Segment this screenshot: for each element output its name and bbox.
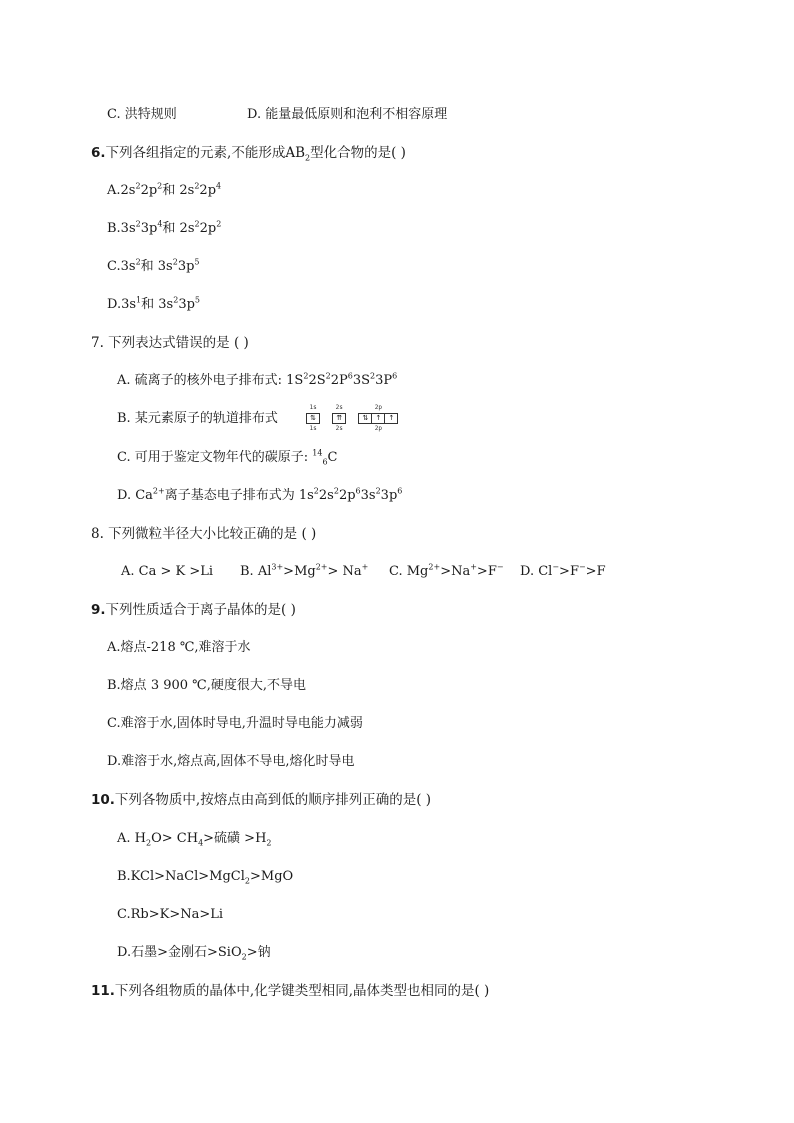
sup: 4 bbox=[157, 219, 163, 229]
orbital-label: 2s bbox=[335, 425, 343, 432]
text: 和 2s bbox=[162, 183, 195, 198]
option-7a bbox=[117, 373, 397, 389]
text: 2s bbox=[318, 488, 334, 503]
orbital-box: ↑ bbox=[384, 414, 397, 423]
text: B.3s bbox=[107, 221, 136, 236]
sup: 2 bbox=[194, 181, 200, 191]
sup: 2 bbox=[194, 219, 200, 229]
text: 2P bbox=[330, 373, 348, 388]
option-9d: D.难溶于水,熔点高,固体不导电,熔化时导电 bbox=[107, 754, 355, 769]
sup: 2 bbox=[216, 219, 222, 229]
question-9 bbox=[91, 602, 296, 618]
sup: 2 bbox=[135, 257, 141, 267]
option-6b bbox=[107, 221, 221, 237]
text: 和 3s bbox=[140, 259, 173, 274]
text: 3p bbox=[380, 488, 398, 503]
text: C bbox=[327, 450, 338, 465]
sup: 2 bbox=[172, 257, 178, 267]
orbital-box: ⇈ bbox=[336, 414, 343, 422]
subscript: 2 bbox=[305, 153, 311, 163]
option-8c bbox=[389, 564, 504, 580]
text: 2p bbox=[338, 488, 356, 503]
question-8: 8. 下列微粒半径大小比较正确的是 ( ) bbox=[91, 526, 317, 542]
sup: 14 bbox=[312, 448, 323, 458]
text: C. 可用于鉴定文物年代的碳原子: bbox=[117, 450, 313, 465]
text: >Mg bbox=[283, 564, 316, 579]
text: A. 硫离子的核外电子排布式: 1S bbox=[117, 373, 304, 388]
sup: + bbox=[470, 562, 477, 572]
question-text: 下列各物质中,按熔点由高到低的顺序排列正确的是( ) bbox=[114, 792, 432, 808]
sup: 2+ bbox=[428, 562, 441, 572]
question-11 bbox=[91, 983, 489, 999]
sup: 2 bbox=[157, 181, 163, 191]
sup: + bbox=[361, 562, 369, 572]
sup: 2 bbox=[135, 181, 141, 191]
option-8d bbox=[520, 564, 606, 580]
question-text: 下列各组物质的晶体中,化学键类型相同,晶体类型也相同的是( ) bbox=[114, 983, 490, 999]
orbital-diagram-2s bbox=[332, 404, 346, 432]
question-10 bbox=[91, 792, 431, 808]
text: O> CH bbox=[151, 831, 199, 846]
sup: 2 bbox=[313, 486, 319, 496]
orbital-label: 1s bbox=[309, 404, 317, 411]
sup: 2 bbox=[375, 486, 381, 496]
question-7: 7. 下列表达式错误的是 ( ) bbox=[91, 335, 249, 351]
text: A.2s bbox=[107, 183, 136, 198]
text: >钠 bbox=[246, 945, 271, 960]
option-9a: A.熔点-218 ℃,难溶于水 bbox=[107, 640, 251, 655]
question-text: 型化合物的是( ) bbox=[310, 145, 406, 161]
orbital-box: ⇅ bbox=[362, 414, 369, 422]
option-10c: C.Rb>K>Na>Li bbox=[117, 907, 224, 922]
sup: 3+ bbox=[271, 562, 284, 572]
sup: 2 bbox=[135, 219, 141, 229]
text: >Na bbox=[440, 564, 471, 579]
sup: 6 bbox=[392, 371, 398, 381]
text: D. Cl bbox=[520, 564, 553, 579]
text: B. Al bbox=[240, 564, 272, 579]
text: 和 3s bbox=[141, 297, 174, 312]
text: >硫磺 >H bbox=[203, 831, 267, 846]
text: 3S bbox=[352, 373, 371, 388]
sup: − bbox=[552, 562, 560, 572]
orbital-diagram-1s bbox=[306, 404, 320, 432]
text: 2p bbox=[199, 183, 217, 198]
option-6d bbox=[107, 297, 200, 313]
sup: 2 bbox=[173, 295, 179, 305]
option-9c: C.难溶于水,固体时导电,升温时导电能力减弱 bbox=[107, 716, 363, 731]
sup: 2 bbox=[333, 486, 339, 496]
option-d-aufbau-pauli: D. 能量最低原则和泡利不相容原理 bbox=[247, 107, 448, 122]
text: >F bbox=[476, 564, 497, 579]
text: A. H bbox=[117, 831, 146, 846]
sup: 4 bbox=[216, 181, 222, 191]
text: 2p bbox=[140, 183, 158, 198]
option-7d bbox=[117, 488, 402, 504]
sup: − bbox=[578, 562, 586, 572]
text: D.3s bbox=[107, 297, 137, 312]
text: 2p bbox=[199, 221, 217, 236]
sup: 6 bbox=[355, 486, 361, 496]
option-7c bbox=[117, 450, 338, 466]
text: 3p bbox=[177, 259, 195, 274]
sup: 2+ bbox=[315, 562, 328, 572]
sub: 6 bbox=[322, 457, 328, 467]
orbital-diagram-2p bbox=[358, 404, 398, 432]
orbital-box: ↑ bbox=[371, 414, 384, 423]
sup: 5 bbox=[194, 257, 200, 267]
text: D.石墨>金刚石>SiO bbox=[117, 945, 242, 960]
option-10d bbox=[117, 945, 271, 961]
text: >F bbox=[585, 564, 606, 579]
text: >MgO bbox=[250, 869, 294, 884]
option-c-hund-rule: C. 洪特规则 bbox=[107, 107, 177, 122]
text: > Na bbox=[327, 564, 362, 579]
sub: 2 bbox=[241, 952, 247, 962]
sub: 4 bbox=[198, 838, 204, 848]
text: 3P bbox=[375, 373, 393, 388]
sup: 5 bbox=[194, 295, 200, 305]
sup: 1 bbox=[136, 295, 142, 305]
sup: 2 bbox=[370, 371, 376, 381]
text: B. 某元素原子的轨道排布式 bbox=[117, 411, 278, 426]
orbital-label: 1s bbox=[309, 425, 317, 432]
sup: 2 bbox=[303, 371, 309, 381]
question-number: 9. bbox=[91, 602, 106, 618]
text: 离子基态电子排布式为 1s bbox=[164, 488, 314, 503]
text: 2S bbox=[308, 373, 326, 388]
sub: 2 bbox=[146, 838, 152, 848]
question-number: 6. bbox=[91, 145, 106, 161]
text: >F bbox=[559, 564, 579, 579]
sub: 2 bbox=[244, 876, 250, 886]
question-number: 10. bbox=[91, 792, 115, 808]
text: C.3s bbox=[107, 259, 136, 274]
text: B.KCl>NaCl>MgCl bbox=[117, 869, 245, 884]
question-text: 下列各组指定的元素,不能形成AB bbox=[105, 145, 305, 161]
orbital-label: 2p bbox=[374, 404, 382, 411]
option-8b bbox=[240, 564, 368, 580]
text: 和 2s bbox=[162, 221, 195, 236]
option-6a bbox=[107, 183, 221, 199]
text: 3p bbox=[178, 297, 195, 312]
question-number: 11. bbox=[91, 983, 115, 999]
sup: 6 bbox=[347, 371, 353, 381]
sup: 6 bbox=[397, 486, 403, 496]
sup: − bbox=[496, 562, 504, 572]
option-6c bbox=[107, 259, 200, 275]
option-9b: B.熔点 3 900 ℃,硬度很大,不导电 bbox=[107, 678, 306, 693]
sub: 2 bbox=[266, 838, 272, 848]
question-6 bbox=[91, 145, 406, 161]
option-10b bbox=[117, 869, 293, 885]
question-text: 下列性质适合于离子晶体的是( ) bbox=[105, 602, 296, 618]
text: 3s bbox=[360, 488, 376, 503]
orbital-box: ⇅ bbox=[310, 414, 317, 422]
option-10a bbox=[117, 831, 272, 847]
option-8a: A. Ca > K >Li bbox=[121, 564, 214, 579]
sup: 2+ bbox=[152, 486, 165, 496]
option-7b bbox=[117, 404, 406, 432]
text: C. Mg bbox=[389, 564, 429, 579]
sup: 2 bbox=[325, 371, 331, 381]
text: 3p bbox=[140, 221, 158, 236]
orbital-label: 2p bbox=[374, 425, 382, 432]
orbital-label: 2s bbox=[335, 404, 343, 411]
text: D. Ca bbox=[117, 488, 153, 503]
